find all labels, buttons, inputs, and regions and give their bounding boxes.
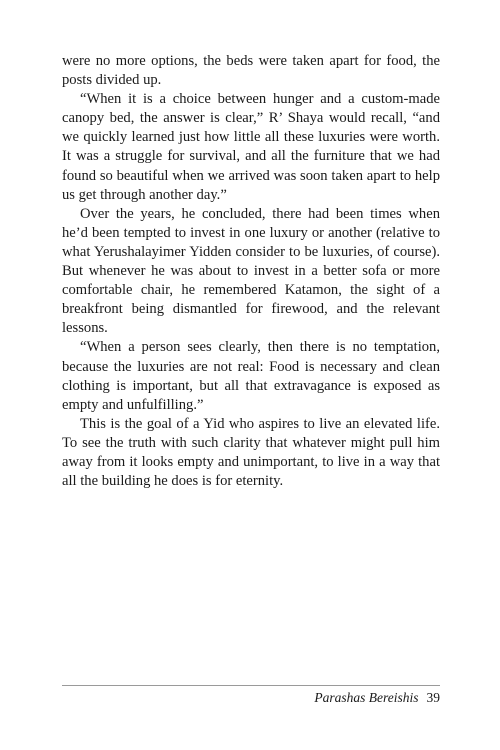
paragraph-5: This is the goal of a Yid who aspires to live an elevated life. To see the truth with such clarity that whatever might pull him away from it looks empty and unimportant, to live in a way that all the building he does is for eternity.	[62, 415, 440, 490]
page-footer	[62, 689, 440, 707]
paragraph-3: Over the years, he concluded, there had been times when he’d been tempted to invest in one luxury or another (relative to what Yerushalayimer Yidden consider to be luxuries, of course). But whenever he was about to invest in a better sofa or more comfortable chair, he remembered Katamon, the sight of a breakfront being dismantled for firewood, and the relevant lessons.	[62, 205, 440, 337]
paragraph-2: “When it is a choice between hunger and a custom-made canopy bed, the answer is clear,” R’ Shaya would recall, “and we quickly learned just how little all these luxuries were worth. It was a struggle for survival, and all the furniture that we had found so beautiful when we arrived was soon taken apart to help us get through another day.”	[62, 91, 440, 203]
paragraph-4: “When a person sees clearly, then there is no temptation, because the luxuries are not real: Food is necessary and clean clothing is important, but all that extravagance is exposed as empty and unfulfilling.”	[62, 339, 440, 413]
footer-rule	[62, 685, 440, 686]
paragraph-1: were no more options, the beds were taken apart for food, the posts divided up.	[62, 53, 440, 89]
running-head: Parashas Bereishis	[314, 690, 419, 705]
page-number: 39	[426, 690, 440, 705]
page-body	[62, 52, 440, 491]
